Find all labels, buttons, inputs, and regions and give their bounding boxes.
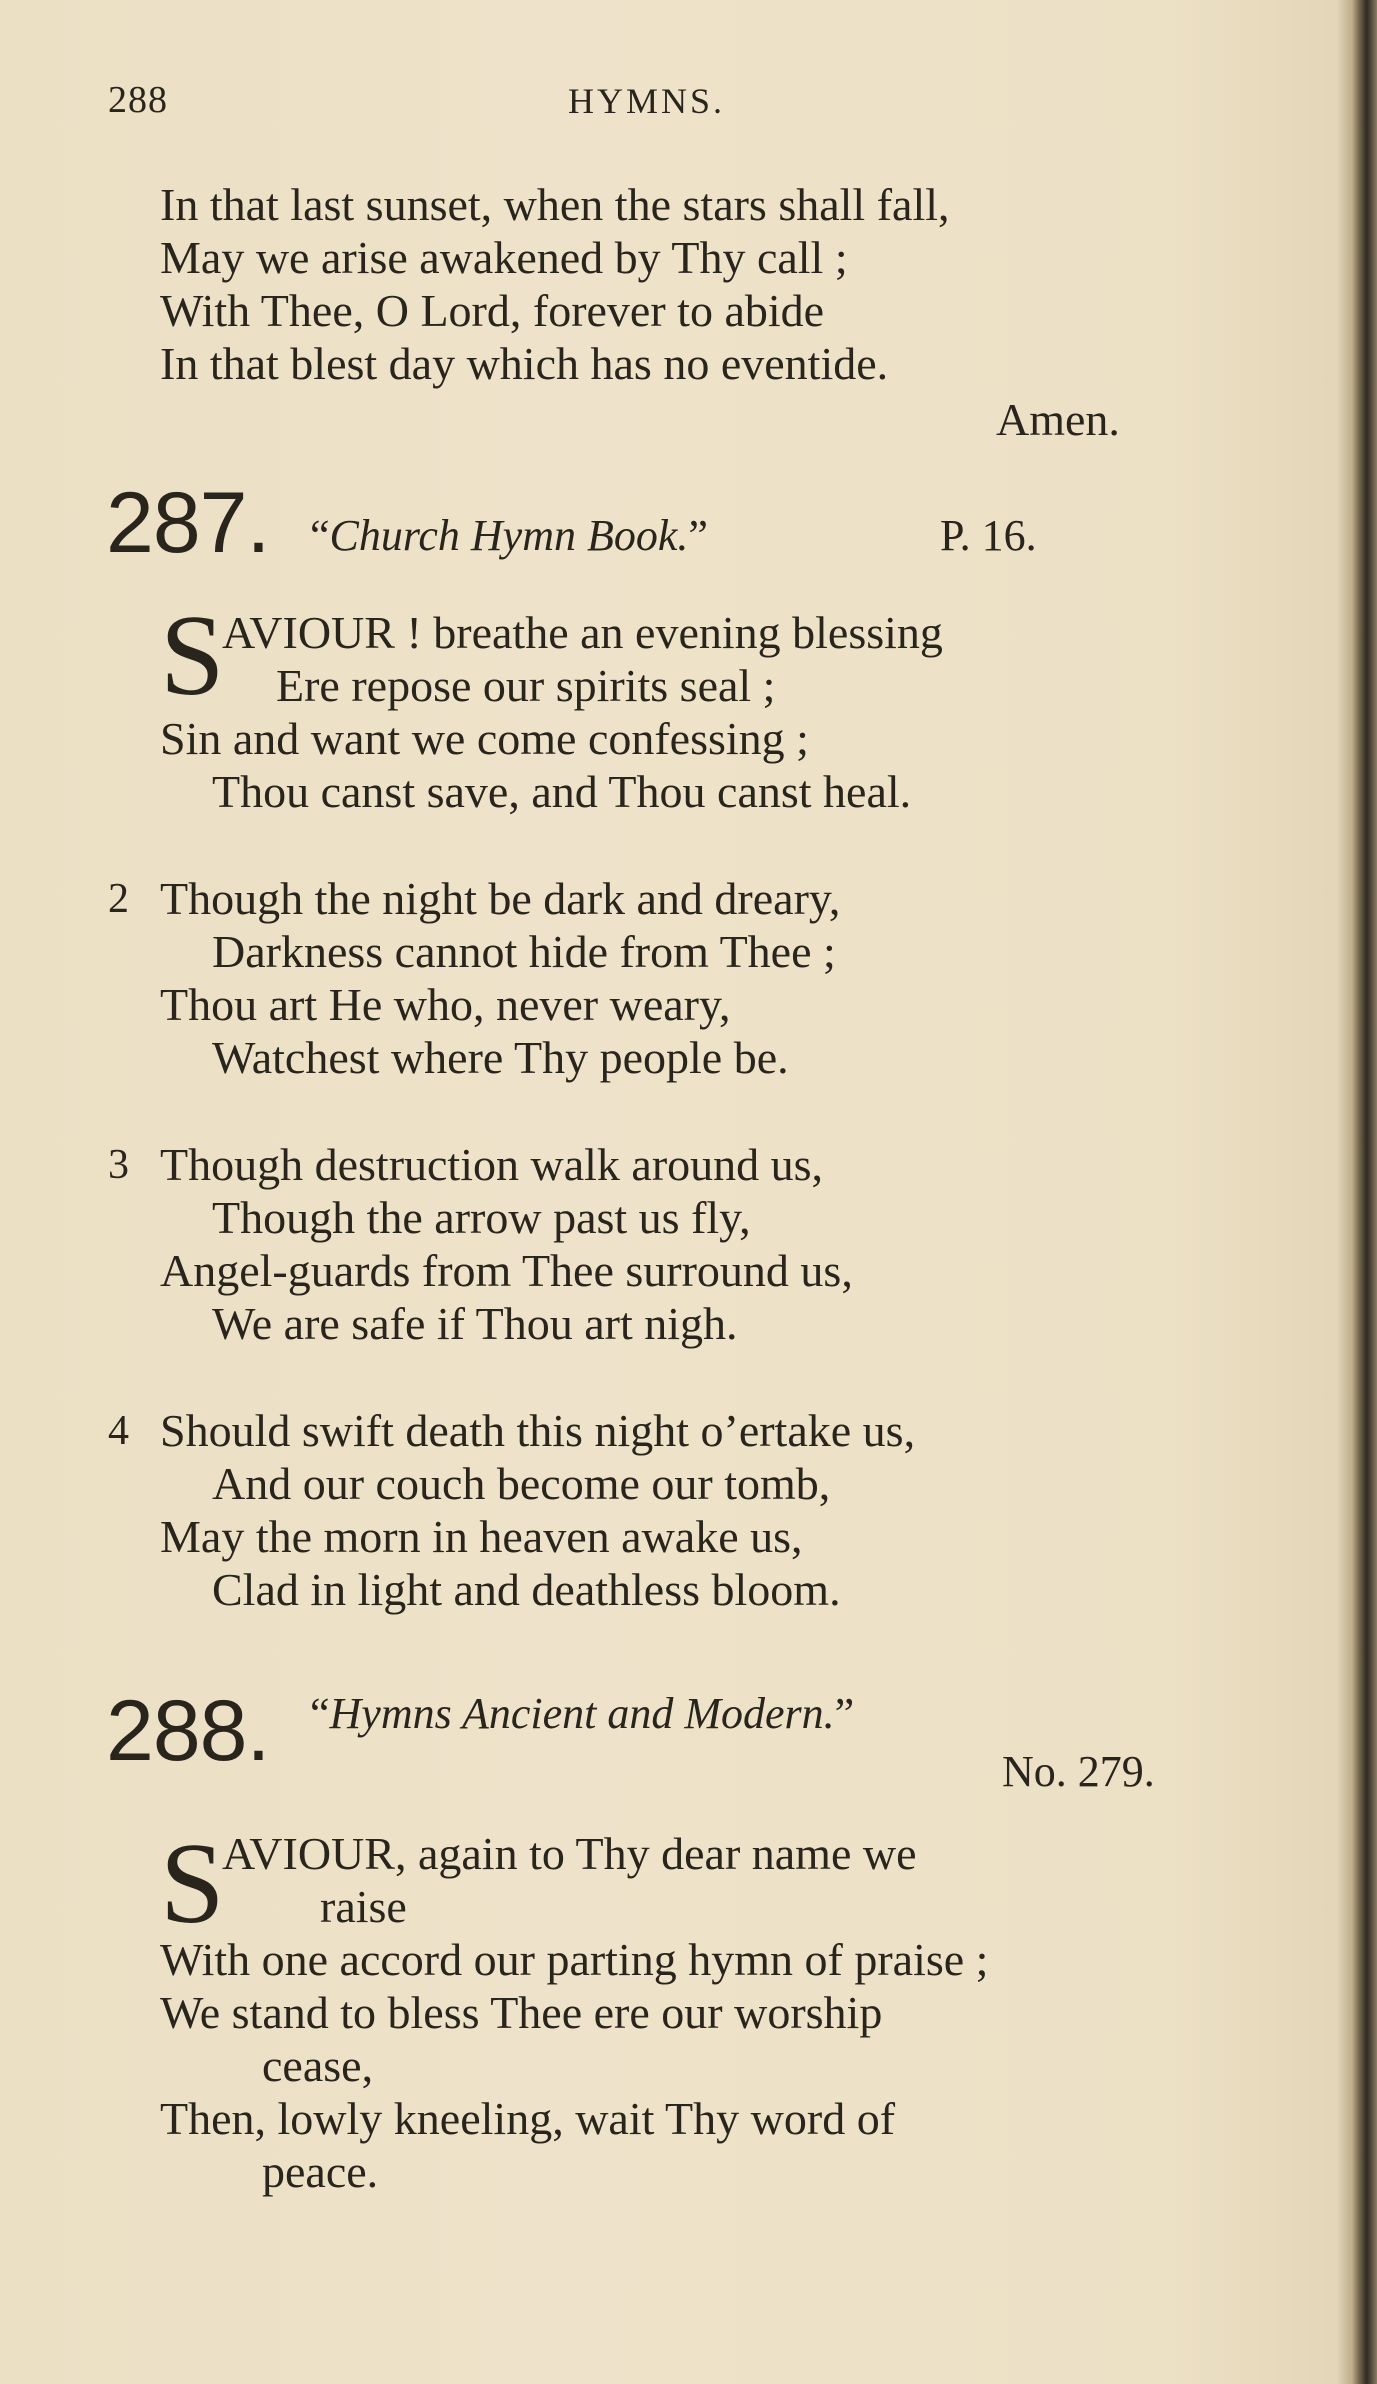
stanza-number: 3 xyxy=(108,1142,129,1188)
drop-cap: S xyxy=(160,592,225,720)
verse-line: Sin and want we come confessing ; xyxy=(160,713,809,764)
source-title: Church Hymn Book. xyxy=(329,511,689,560)
drop-cap: S xyxy=(160,1820,225,1948)
verse-line: And our couch become our tomb, xyxy=(212,1458,831,1509)
verse-line: May the morn in heaven awake us, xyxy=(160,1511,803,1562)
verse-line: AVIOUR ! breathe an evening blessing xyxy=(222,607,943,658)
verse-line: cease, xyxy=(262,2040,374,2091)
amen: Amen. xyxy=(996,394,1120,445)
verse-line: Though the arrow past us fly, xyxy=(212,1192,751,1243)
page-number: 288 xyxy=(108,79,168,121)
stanza-number: 2 xyxy=(108,876,129,922)
verse-line: Thou art He who, never weary, xyxy=(160,979,731,1030)
hymn-number: 288. xyxy=(106,1683,270,1779)
verse-line: With Thee, O Lord, forever to abide xyxy=(160,285,825,336)
stanza-number: 4 xyxy=(108,1408,129,1454)
verse-line: With one accord our parting hymn of praise ; xyxy=(160,1934,989,1985)
hymn-source: “Church Hymn Book.” xyxy=(310,511,708,560)
verse-line: peace. xyxy=(262,2146,379,2197)
verse-line: Then, lowly kneeling, wait Thy word of xyxy=(160,2093,896,2144)
verse-line: We stand to bless Thee ere our worship xyxy=(160,1987,883,2038)
verse-line: Angel-guards from Thee surround us, xyxy=(160,1245,853,1296)
verse-line: AVIOUR, again to Thy dear name we xyxy=(222,1828,917,1879)
verse-line: We are safe if Thou art nigh. xyxy=(212,1298,738,1349)
verse-line: Clad in light and deathless bloom. xyxy=(212,1564,841,1615)
verse-line: Ere repose our spirits seal ; xyxy=(276,660,776,711)
source-page: P. 16. xyxy=(940,511,1037,560)
verse-line: Watchest where Thy people be. xyxy=(212,1032,789,1083)
verse-line: raise xyxy=(320,1881,407,1932)
verse-line: In that blest day which has no eventide. xyxy=(160,338,889,389)
verse-line: Should swift death this night o’ertake us, xyxy=(160,1405,916,1456)
verse-line: May we arise awakened by Thy call ; xyxy=(160,232,848,283)
verse-line: Thou canst save, and Thou canst heal. xyxy=(212,766,912,817)
book-spine xyxy=(1351,0,1377,2384)
hymn-source: “Hymns Ancient and Modern.” xyxy=(310,1689,855,1738)
hymn-number: 287. xyxy=(106,475,270,571)
verse-line: Though the night be dark and dreary, xyxy=(160,873,841,924)
page-gutter-shadow xyxy=(1337,0,1351,2384)
verse-line: In that last sunset, when the stars shall fall, xyxy=(160,179,950,230)
source-title: Hymns Ancient and Modern. xyxy=(329,1689,835,1738)
source-number: No. 279. xyxy=(1002,1747,1155,1796)
verse-line: Darkness cannot hide from Thee ; xyxy=(212,926,836,977)
running-title: HYMNS. xyxy=(568,81,726,121)
verse-line: Though destruction walk around us, xyxy=(160,1139,824,1190)
